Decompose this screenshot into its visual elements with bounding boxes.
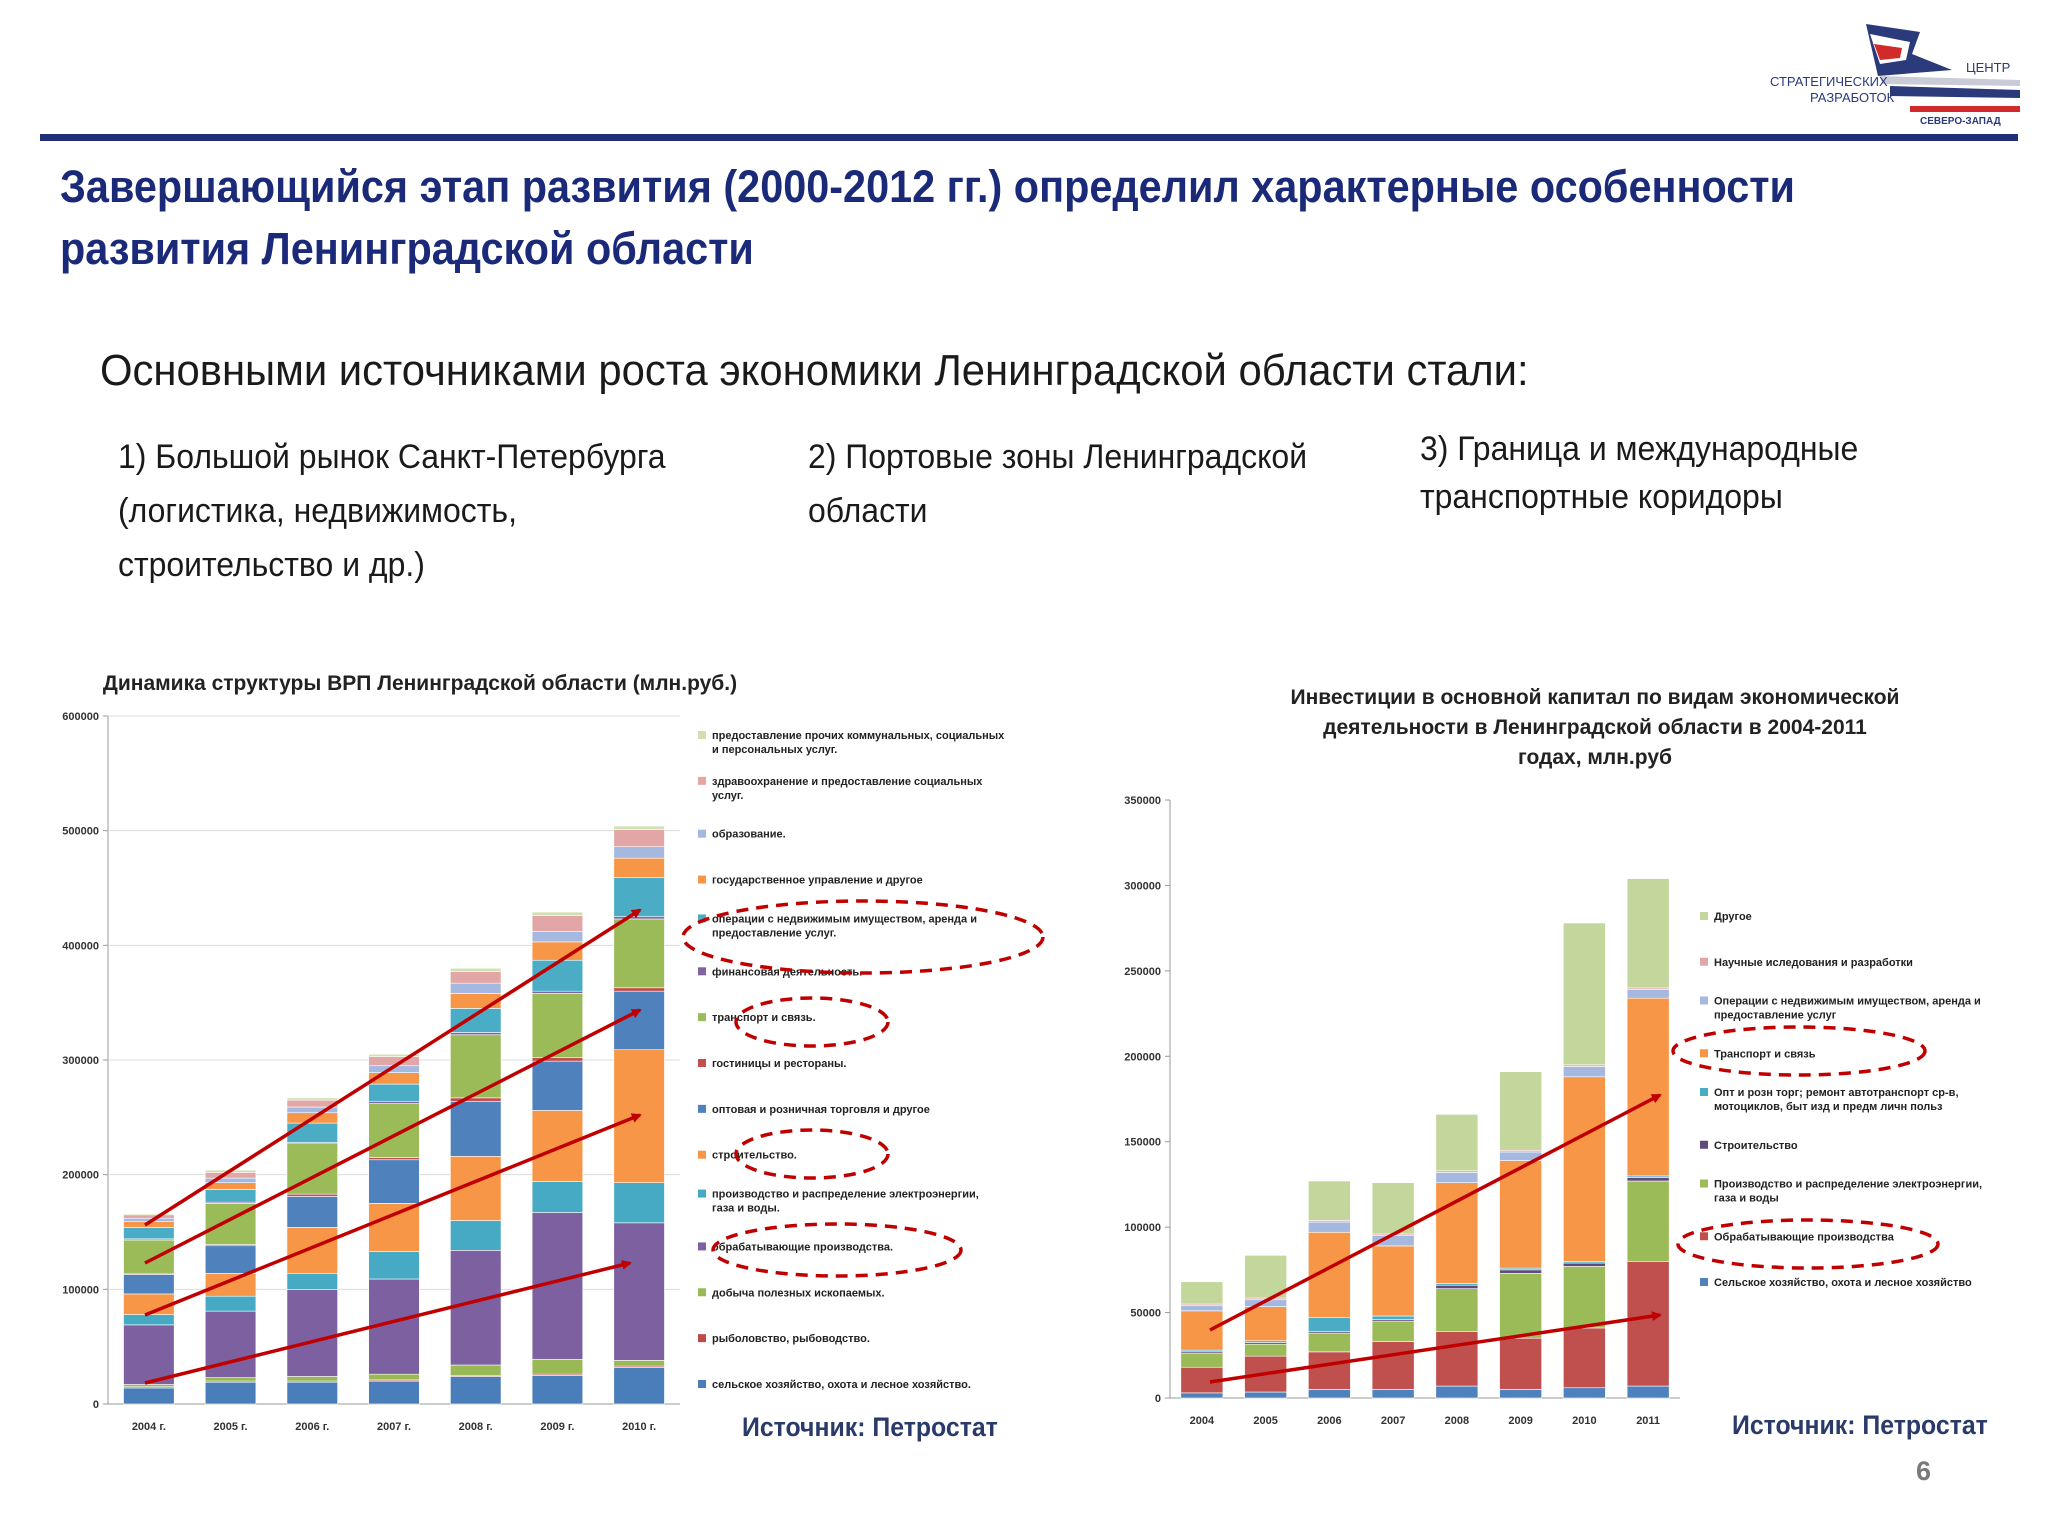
legend-swatch <box>1700 1180 1708 1188</box>
legend-label: рыболовство, рыбоводство. <box>712 1333 870 1346</box>
legend-label: Научные иследования и разработки <box>1714 956 1913 969</box>
bar-segment <box>205 1273 256 1296</box>
bar-segment <box>1563 1263 1605 1266</box>
x-tick-label: 2010 <box>1572 1415 1597 1427</box>
bar-segment <box>287 1123 338 1142</box>
bar-segment <box>1308 1181 1350 1220</box>
bar-segment <box>1308 1352 1350 1390</box>
y-tick-label: 0 <box>92 1399 99 1411</box>
bar-segment <box>1181 1393 1223 1398</box>
x-tick-label: 2011 <box>1636 1415 1661 1427</box>
grp-structure-chart <box>30 660 1060 1450</box>
legend-swatch <box>1700 1141 1708 1149</box>
bar-segment <box>369 1374 420 1380</box>
bar-segment <box>124 1315 175 1325</box>
bar-segment <box>1308 1389 1350 1398</box>
bar-segment <box>1436 1183 1478 1284</box>
y-tick-label: 250000 <box>1124 965 1161 978</box>
x-tick-label: 2009 <box>1508 1415 1533 1427</box>
bar-segment <box>369 1381 420 1404</box>
bar-segment <box>450 972 501 983</box>
bar-segment <box>450 993 501 1008</box>
bar-segment <box>287 1194 338 1196</box>
bar-segment <box>1563 1077 1605 1262</box>
x-tick-label: 2010 г. <box>622 1421 657 1433</box>
legend-label: предоставление услуг <box>1714 1009 1837 1022</box>
bar-segment <box>614 1183 665 1223</box>
y-tick-label: 500000 <box>62 825 99 838</box>
bar-segment <box>450 968 501 971</box>
page-number: 6 <box>1916 1456 1932 1486</box>
legend-label: Производство и распределение электроэнергии, <box>1714 1178 1983 1191</box>
growth-source-1: 1) Большой рынок Санкт-Петербурга (логистика, недвижимость, строительство и др.) <box>118 438 666 584</box>
bar-segment <box>1308 1222 1350 1232</box>
bar-segment <box>450 1250 501 1365</box>
legend-swatch <box>698 967 706 975</box>
bar-segment <box>1563 1328 1605 1388</box>
header-rule <box>40 134 2018 141</box>
bar-segment <box>1500 1270 1542 1273</box>
bar-segment <box>124 1294 175 1315</box>
bar-segment <box>1500 1273 1542 1338</box>
bar-segment <box>1181 1354 1223 1368</box>
logo <box>1770 20 2030 130</box>
bar-segment <box>124 1214 175 1215</box>
bar-segment <box>124 1388 175 1404</box>
chart-title: деятельности в Ленинградской области в 2004-2011 <box>1323 716 1867 739</box>
bar-segment <box>614 826 665 829</box>
y-tick-label: 0 <box>1154 1393 1161 1405</box>
bar-segment <box>1436 1172 1478 1182</box>
y-tick-label: 200000 <box>1124 1051 1161 1064</box>
legend-label: Операции с недвижимым имуществом, аренда и <box>1714 995 1981 1008</box>
bar-segment <box>614 1223 665 1361</box>
legend-label: услуг. <box>712 789 744 802</box>
legend-swatch <box>698 1190 706 1198</box>
bar-segment <box>124 1240 175 1273</box>
bar-segment <box>450 1101 501 1156</box>
bar-segment <box>1245 1344 1287 1356</box>
logo-sail-icon <box>1770 20 2030 130</box>
bar-segment <box>1563 923 1605 1065</box>
legend-label: государственное управление и другое <box>712 874 923 887</box>
subtitle: Основными источниками роста экономики Ленинградской области стали: <box>100 346 1529 395</box>
bar-segment <box>1372 1389 1414 1398</box>
x-tick-label: 2004 <box>1189 1415 1215 1427</box>
y-tick-label: 300000 <box>62 1055 99 1067</box>
x-tick-label: 2005 <box>1253 1415 1278 1427</box>
bar-segment <box>369 1084 420 1101</box>
chart-title: годах, млн.руб <box>1518 746 1672 769</box>
legend-label: образование. <box>712 828 786 841</box>
x-tick-label: 2007 г. <box>376 1421 412 1433</box>
legend-label: предоставление прочих коммунальных, социальных <box>712 730 1005 742</box>
legend-label: обрабатывающие производства. <box>712 1241 894 1254</box>
legend-label: мотоциклов, быт изд и предм личн польз <box>1714 1101 1943 1113</box>
bar-segment <box>614 858 665 877</box>
legend-label: производство и распределение электроэнергии, <box>712 1188 979 1201</box>
y-tick-label: 100000 <box>62 1284 99 1297</box>
bar-segment <box>124 1215 175 1218</box>
y-tick-label: 350000 <box>1124 795 1161 807</box>
legend-swatch <box>698 1059 706 1067</box>
bar-segment <box>1181 1282 1223 1304</box>
bar-segment <box>287 1376 338 1381</box>
bar-segment <box>124 1325 175 1385</box>
bar-segment <box>450 1376 501 1404</box>
legend-label: Опт и розн торг; ремонт автотранспорт ср-в, <box>1714 1087 1959 1099</box>
legend-swatch <box>698 1105 706 1113</box>
legend-label: Сельское хозяйство, охота и лесное хозяйство <box>1714 1277 1972 1289</box>
legend-label: операции с недвижимым имуществом, аренда и <box>712 913 977 926</box>
bar-segment <box>205 1172 256 1178</box>
legend-swatch <box>698 1242 706 1250</box>
legend-label: Обрабатывающие производства <box>1714 1231 1894 1244</box>
bar-segment <box>287 1382 338 1404</box>
growth-source-2: 2) Портовые зоны Ленинградской области <box>808 438 1308 530</box>
legend-swatch <box>1700 1232 1708 1240</box>
highlight-oval <box>1678 1220 1938 1268</box>
bar-segment <box>369 1104 420 1158</box>
bar-segment <box>532 1359 583 1374</box>
y-tick-label: 600000 <box>62 711 99 723</box>
bar-segment <box>124 1385 175 1387</box>
y-tick-label: 150000 <box>1124 1136 1161 1149</box>
x-tick-label: 2008 г. <box>458 1421 493 1433</box>
legend-label: сельское хозяйство, охота и лесное хозяйство. <box>712 1379 971 1391</box>
bar-segment <box>1436 1289 1478 1332</box>
source-note-right: Источник: Петростат <box>1732 1410 1988 1440</box>
bar-segment <box>124 1227 175 1238</box>
bar-segment <box>369 1157 420 1159</box>
legend-label: добыча полезных ископаемых. <box>712 1287 885 1300</box>
bar-segment <box>1500 1072 1542 1151</box>
legend-label: оптовая и розничная торговля и другое <box>712 1103 930 1116</box>
legend-label: газа и воды. <box>712 1202 780 1215</box>
svg-text:РАЗРАБОТОК: РАЗРАБОТОК <box>1810 90 1895 105</box>
bar-segment <box>450 1098 501 1101</box>
bar-segment <box>287 1273 338 1289</box>
bar-segment <box>1436 1285 1478 1288</box>
x-tick-label: 2006 <box>1317 1415 1342 1427</box>
bar-segment <box>1181 1311 1223 1350</box>
x-tick-label: 2008 <box>1444 1415 1470 1427</box>
bar-segment <box>614 1360 665 1366</box>
legend-swatch <box>698 830 706 838</box>
bar-segment <box>450 983 501 993</box>
bar-segment <box>532 916 583 932</box>
bar-segment <box>1372 1321 1414 1342</box>
legend-swatch <box>698 1288 706 1296</box>
bar-segment <box>614 917 665 919</box>
legend-swatch <box>1700 1088 1708 1096</box>
svg-text:СТРАТЕГИЧЕСКИХ: СТРАТЕГИЧЕСКИХ <box>1770 74 1888 89</box>
bar-segment <box>450 1221 501 1251</box>
legend-swatch <box>698 1380 706 1388</box>
chart-title: Динамика структуры ВРП Ленинградской области (млн.руб.) <box>102 672 738 695</box>
legend-label: здравоохранение и предоставление социальных <box>712 775 983 788</box>
svg-text:ЦЕНТР: ЦЕНТР <box>1966 60 2011 75</box>
bar-segment <box>1308 1318 1350 1332</box>
legend-swatch <box>698 1334 706 1342</box>
y-tick-label: 300000 <box>1124 880 1161 893</box>
legend-label: Транспорт и связь <box>1714 1048 1816 1061</box>
bar-segment <box>205 1246 256 1274</box>
bar-segment <box>450 1035 501 1098</box>
legend-label: финансовая деятельность. <box>712 966 863 979</box>
legend-label: гостиницы и рестораны. <box>712 1058 847 1070</box>
bar-segment <box>614 847 665 858</box>
bar-segment <box>369 1160 420 1204</box>
bar-segment <box>1563 1067 1605 1077</box>
bar-segment <box>1245 1392 1287 1398</box>
y-tick-label: 50000 <box>1130 1307 1161 1320</box>
bar-segment <box>1563 1266 1605 1328</box>
bar-segment <box>287 1196 338 1227</box>
legend-swatch <box>698 731 706 739</box>
legend-label: и персональных услуг. <box>712 744 838 756</box>
bar-segment <box>205 1190 256 1203</box>
bar-segment <box>1627 1386 1669 1398</box>
bar-segment <box>1627 998 1669 1176</box>
legend-label: предоставление услуг. <box>712 927 837 940</box>
growth-source-3: 3) Граница и международные транспортные коридоры <box>1420 430 1859 516</box>
bar-segment <box>1627 1178 1669 1181</box>
bar-segment <box>1436 1386 1478 1398</box>
legend-swatch <box>1700 997 1708 1005</box>
bar-segment <box>1245 1307 1287 1341</box>
bar-segment <box>532 932 583 942</box>
bar-segment <box>1372 1342 1414 1390</box>
bar-segment <box>450 1008 501 1032</box>
bar-segment <box>1372 1246 1414 1316</box>
svg-text:СЕВЕРО-ЗАПАД: СЕВЕРО-ЗАПАД <box>1920 116 2001 127</box>
bar-segment <box>450 1032 501 1034</box>
legend-label: Строительство <box>1714 1139 1798 1152</box>
x-tick-label: 2007 <box>1380 1415 1406 1427</box>
y-tick-label: 100000 <box>1124 1222 1161 1235</box>
bar-segment <box>532 912 583 915</box>
bar-segment <box>614 830 665 847</box>
bar-segment <box>532 1182 583 1213</box>
legend-swatch <box>698 1013 706 1021</box>
bar-segment <box>287 1098 338 1100</box>
legend-swatch <box>1700 958 1708 966</box>
x-tick-label: 2009 г. <box>540 1421 575 1433</box>
bar-segment <box>369 1203 420 1251</box>
bar-segment <box>1372 1316 1414 1319</box>
bar-segment <box>1181 1306 1223 1311</box>
legend-label: транспорт и связь. <box>712 1012 816 1025</box>
bar-segment <box>369 1101 420 1103</box>
bar-segment <box>1627 1181 1669 1261</box>
bar-segment <box>124 1274 175 1293</box>
bar-segment <box>1436 1114 1478 1170</box>
legend-swatch <box>1700 1278 1708 1286</box>
legend-swatch <box>698 1151 706 1159</box>
bar-segment <box>1500 1338 1542 1389</box>
legend-swatch <box>698 777 706 785</box>
bar-segment <box>532 1061 583 1110</box>
bar-segment <box>205 1378 256 1381</box>
bar-segment <box>205 1296 256 1311</box>
legend-swatch <box>1700 912 1708 920</box>
bar-segment <box>614 919 665 988</box>
bar-segment <box>1500 1389 1542 1398</box>
bar-segment <box>532 991 583 993</box>
x-tick-label: 2004 г. <box>131 1421 166 1433</box>
y-tick-label: 400000 <box>62 940 99 953</box>
bar-segment <box>1627 990 1669 999</box>
bar-segment <box>205 1382 256 1404</box>
chart-title: Инвестиции в основной капитал по видам экономической <box>1290 686 1900 709</box>
bar-segment <box>614 988 665 991</box>
legend-label: газа и воды <box>1714 1192 1779 1205</box>
bar-segment <box>614 1367 665 1404</box>
legend-swatch <box>698 876 706 884</box>
y-tick-label: 200000 <box>62 1169 99 1182</box>
bar-segment <box>450 1365 501 1375</box>
investment-chart <box>1100 670 2040 1450</box>
x-tick-label: 2005 г. <box>213 1421 248 1433</box>
page-title: Завершающийся этап развития (2000-2012 гг.) определил характерные особенности развития Ленинградской области <box>60 161 1795 274</box>
legend-label: Другое <box>1714 911 1752 923</box>
source-note-left: Источник: Петростат <box>742 1412 998 1442</box>
bar-segment <box>369 1251 420 1279</box>
legend-label: строительство. <box>712 1149 797 1162</box>
legend-swatch <box>1700 1049 1708 1057</box>
bar-segment <box>1563 1388 1605 1398</box>
bar-segment <box>1436 1331 1478 1386</box>
bar-segment <box>532 993 583 1057</box>
bar-segment <box>287 1289 338 1376</box>
bar-segment <box>532 1110 583 1181</box>
bar-segment <box>1627 879 1669 988</box>
bar-segment <box>287 1227 338 1273</box>
bar-segment <box>369 1057 420 1066</box>
bar-segment <box>1308 1333 1350 1352</box>
bar-segment <box>1627 1261 1669 1386</box>
x-tick-label: 2006 г. <box>295 1421 330 1433</box>
bar-segment <box>532 1375 583 1404</box>
